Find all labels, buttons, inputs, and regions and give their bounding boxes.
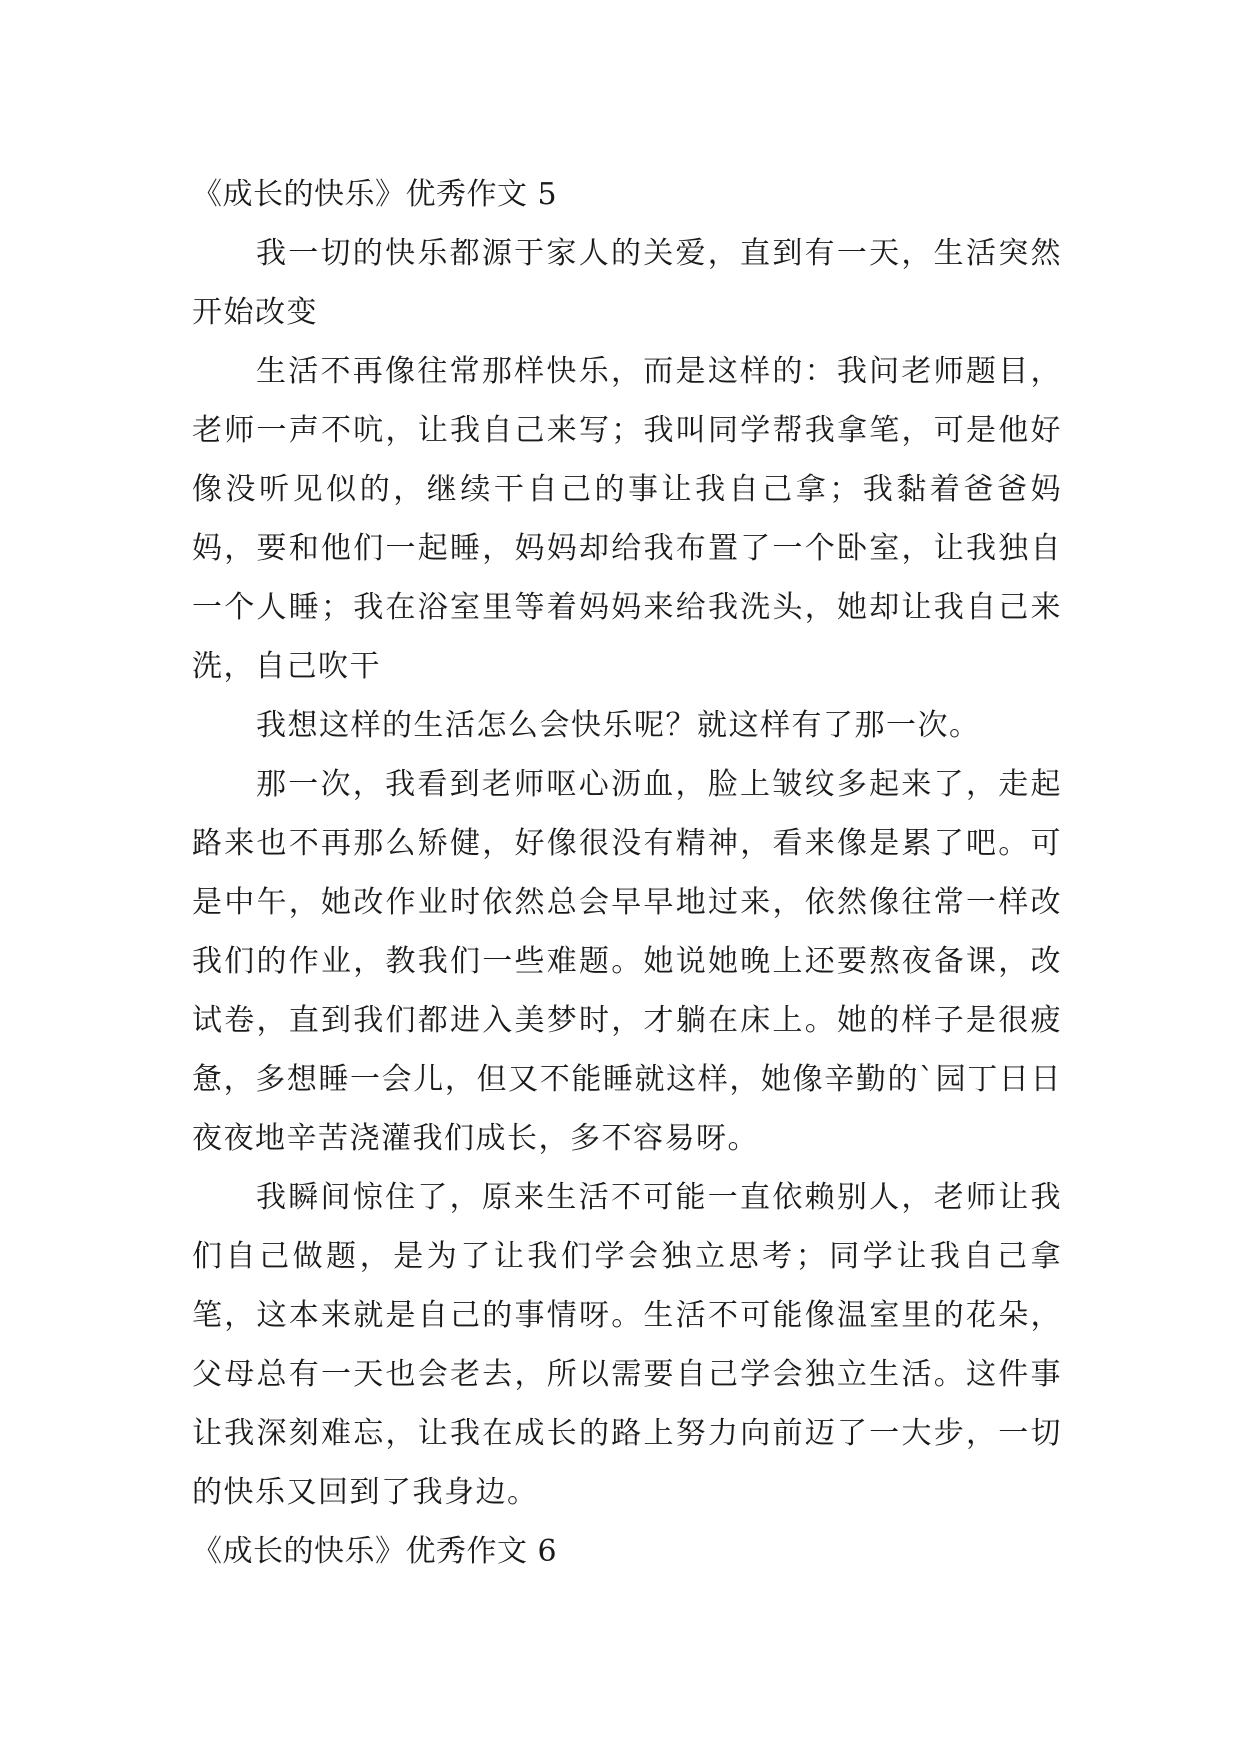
- essay-title-6: 《成长的快乐》优秀作文 6: [192, 1534, 558, 1569]
- paragraph-4: 那一次，我看到老师呕心沥血，脸上皱纹多起来了，走起路来也不再那么矫健，好像很没有精神，看来像是累了吧。可是中午，她改作业时依然总会早早地过来，依然像往常一样改我们的作业，教我们一些难题。她说她晚上还要熬夜备课，改试卷，直到我们都进入美梦时，才躺在床上。她的样子是很疲惫，多想睡一会儿，但又不能睡就这样，她像辛勤的`园丁日日夜夜地辛苦浇灌我们成长，多不容易呀。: [192, 767, 1062, 1156]
- paragraph-3: 我想这样的生活怎么会快乐呢？就这样有了那一次。: [256, 708, 981, 743]
- essay-title-5: 《成长的快乐》优秀作文 5: [192, 177, 558, 212]
- document-body: [192, 165, 1062, 1581]
- paragraph-2: 生活不再像往常那样快乐，而是这样的：我问老师题目，老师一声不吭，让我自己来写；我叫同学帮我拿笔，可是他好像没听见似的，继续干自己的事让我自己拿；我黏着爸爸妈妈，要和他们一起睡，妈妈却给我布置了一个卧室，让我独自一个人睡；我在浴室里等着妈妈来给我洗头，她却让我自己来洗，自己吹干: [192, 354, 1062, 684]
- paragraph-5: 我瞬间惊住了，原来生活不可能一直依赖别人，老师让我们自己做题，是为了让我们学会独立思考；同学让我自己拿笔，这本来就是自己的事情呀。生活不可能像温室里的花朵，父母总有一天也会老去，所以需要自己学会独立生活。这件事让我深刻难忘，让我在成长的路上努力向前迈了一大步，一切的快乐又回到了我身边。: [192, 1180, 1062, 1510]
- paragraph-1: 我一切的快乐都源于家人的关爱，直到有一天，生活突然开始改变: [192, 236, 1062, 330]
